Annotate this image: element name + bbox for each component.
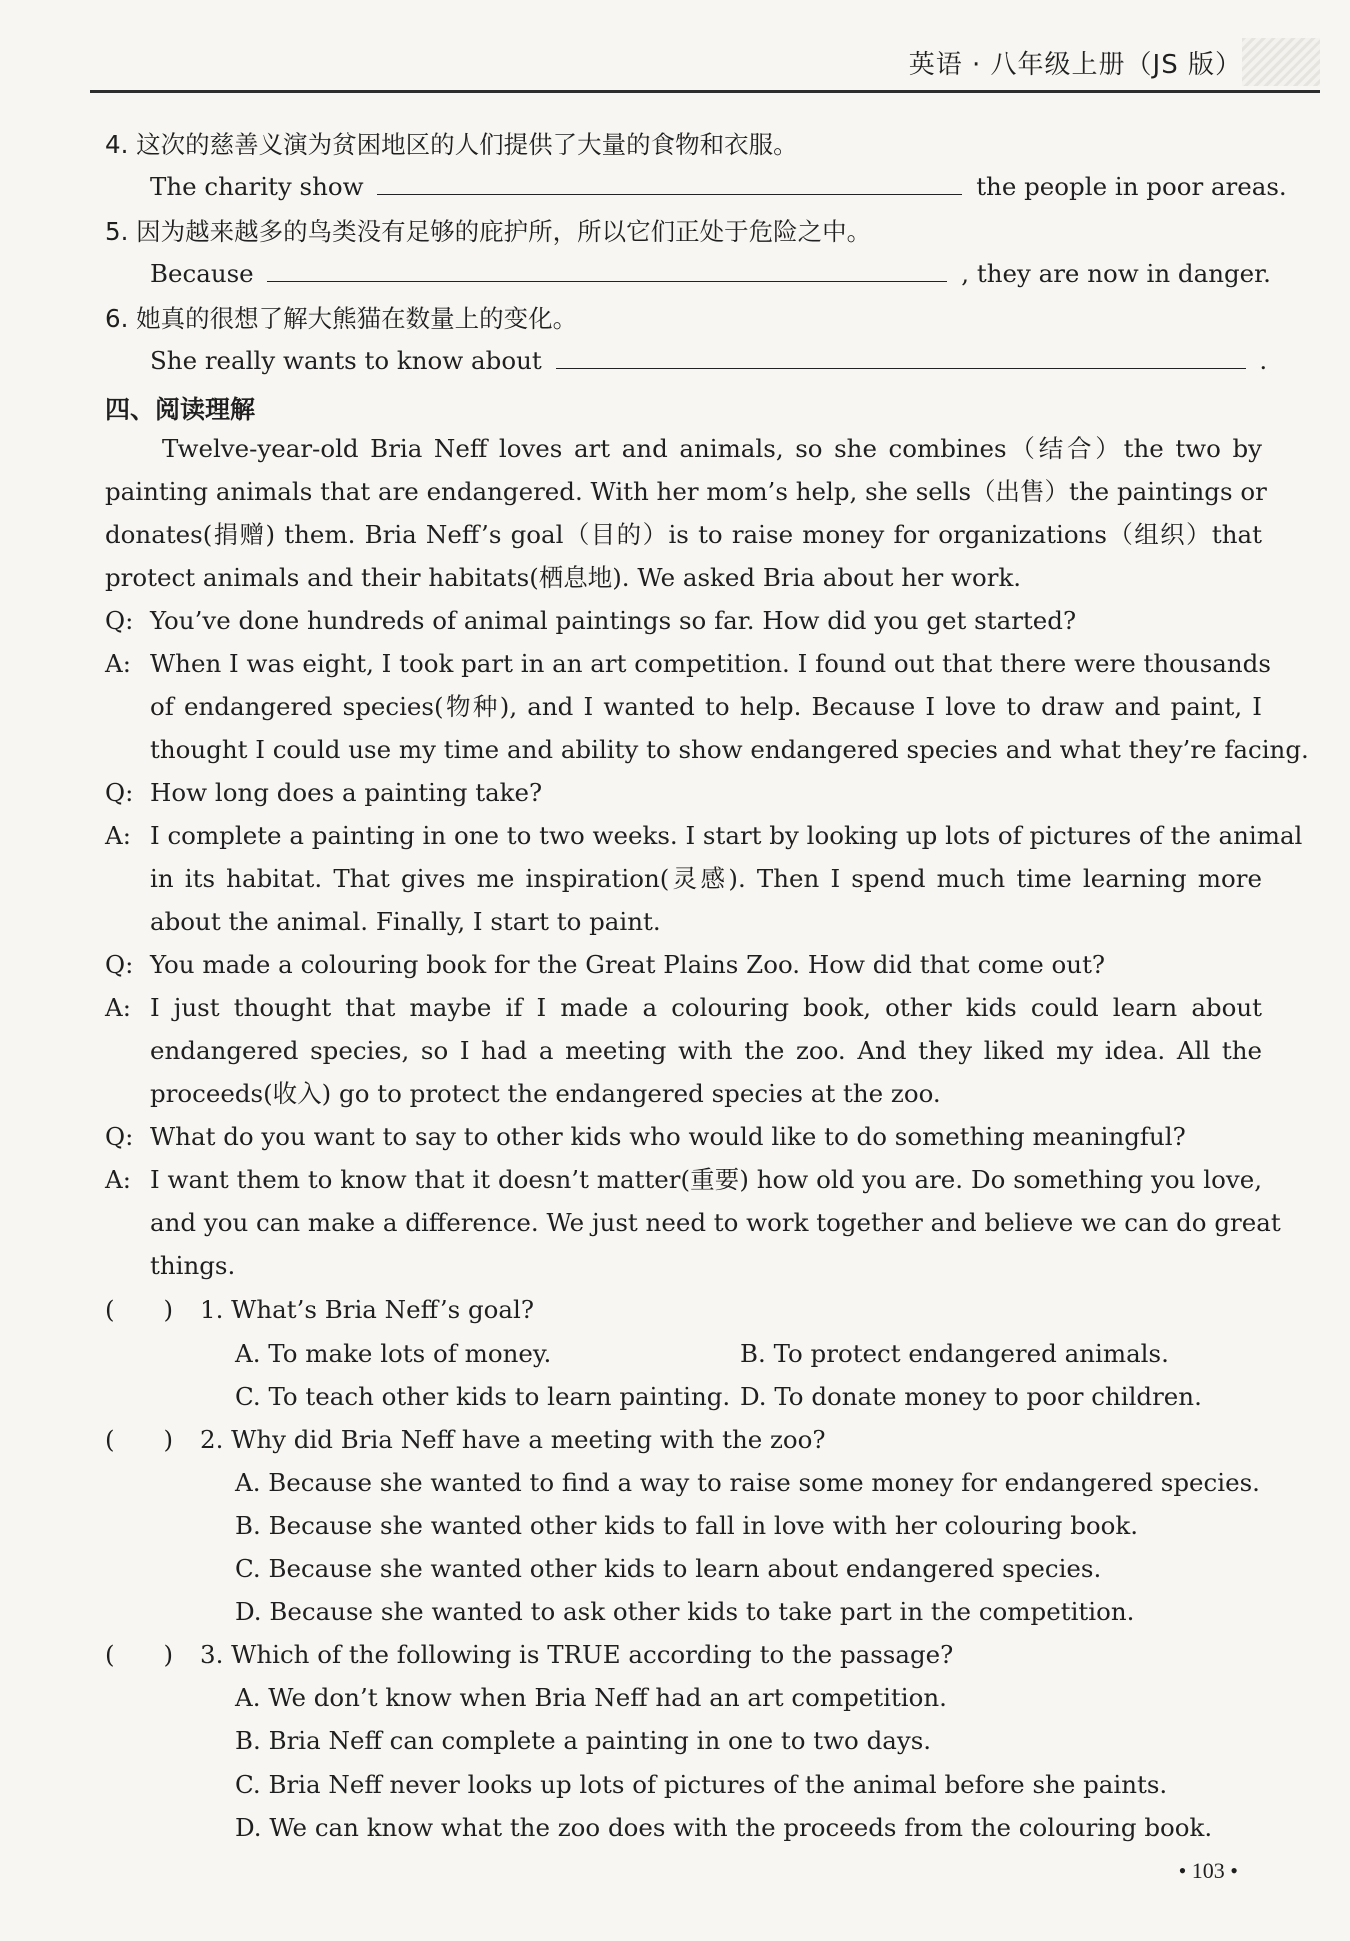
intro-line: Twelve-year-old Bria Neff loves art and animals, so she combines（结合）the two by (162, 434, 1262, 463)
intro-line: protect animals and their habitats(栖息地). We asked Bria about her work. (105, 563, 1022, 592)
item-6-lead: She really wants to know about (150, 346, 542, 375)
dialogue-label-a: A: (105, 1165, 131, 1194)
question-3: 3. Which of the following is TRUE according to the passage? (200, 1640, 954, 1669)
item-4-tail: the people in poor areas. (976, 172, 1287, 201)
item-5-answer-blank[interactable] (267, 259, 947, 282)
translation-item-5-en (150, 257, 1271, 291)
question-3-option-a[interactable]: A. We don’t know when Bria Neff had an art competition. (235, 1683, 947, 1712)
item-6-tail: . (1259, 346, 1268, 375)
question-2-option-a[interactable]: A. Because she wanted to find a way to raise some money for endangered species. (235, 1468, 1260, 1497)
dialogue-line: endangered species, so I had a meeting with the zoo. And they liked my idea. All the (150, 1036, 1262, 1065)
item-6-answer-blank[interactable] (556, 346, 1246, 369)
dialogue-line: in its habitat. That gives me inspiration(灵感). Then I spend much time learning more (150, 864, 1262, 893)
dialogue-line: When I was eight, I took part in an art competition. I found out that there were thousands (150, 649, 1271, 678)
dialogue-line: You’ve done hundreds of animal paintings so far. How did you get started? (150, 606, 1077, 635)
question-1: 1. What’s Bria Neff’s goal? (200, 1295, 534, 1324)
question-1-option-d[interactable]: D. To donate money to poor children. (740, 1382, 1202, 1411)
dialogue-label-a: A: (105, 649, 131, 678)
question-1-option-b[interactable]: B. To protect endangered animals. (740, 1339, 1169, 1368)
dialogue-label-a: A: (105, 821, 131, 850)
dialogue-label-q: Q: (105, 778, 134, 807)
translation-item-4-cn: 4. 这次的慈善义演为贫困地区的人们提供了大量的食物和衣服。 (105, 130, 798, 159)
answer-paren-1[interactable]: ( ) (105, 1295, 174, 1324)
question-1-option-a[interactable]: A. To make lots of money. (235, 1339, 552, 1368)
dialogue-line: What do you want to say to other kids who would like to do something meaningful? (150, 1122, 1186, 1151)
question-1-option-c[interactable]: C. To teach other kids to learn painting. (235, 1382, 731, 1411)
intro-line: donates(捐赠) them. Bria Neff’s goal（目的）is to raise money for organizations（组织）that (105, 520, 1262, 549)
item-5-lead: Because (150, 259, 254, 288)
dialogue-line: I complete a painting in one to two weeks. I start by looking up lots of pictures of the animal (150, 821, 1303, 850)
dialogue-line: You made a colouring book for the Great Plains Zoo. How did that come out? (150, 950, 1106, 979)
answer-paren-2[interactable]: ( ) (105, 1425, 174, 1454)
page-header (90, 38, 1320, 93)
dialogue-line: How long does a painting take? (150, 778, 543, 807)
question-2-option-c[interactable]: C. Because she wanted other kids to learn about endangered species. (235, 1554, 1102, 1583)
item-5-tail: , they are now in danger. (961, 259, 1271, 288)
item-4-lead: The charity show (150, 172, 364, 201)
translation-item-4-en (150, 170, 1287, 204)
dialogue-label-q: Q: (105, 606, 134, 635)
header-decoration (1242, 38, 1320, 86)
translation-item-6-cn: 6. 她真的很想了解大熊猫在数量上的变化。 (105, 304, 578, 333)
question-2-option-b[interactable]: B. Because she wanted other kids to fall in love with her colouring book. (235, 1511, 1139, 1540)
question-3-option-d[interactable]: D. We can know what the zoo does with the proceeds from the colouring book. (235, 1813, 1213, 1842)
dialogue-line: I want them to know that it doesn’t matter(重要) how old you are. Do something you love, (150, 1165, 1262, 1194)
page-number: • 103 • (1178, 1858, 1238, 1883)
dialogue-label-a: A: (105, 993, 131, 1022)
translation-item-6-en (150, 344, 1268, 378)
intro-line: painting animals that are endangered. With her mom’s help, she sells（出售）the paintings or (105, 477, 1267, 506)
translation-item-5-cn: 5. 因为越来越多的鸟类没有足够的庇护所，所以它们正处于危险之中。 (105, 217, 872, 246)
item-4-answer-blank[interactable] (377, 172, 962, 195)
question-3-option-b[interactable]: B. Bria Neff can complete a painting in one to two days. (235, 1726, 932, 1755)
dialogue-label-q: Q: (105, 1122, 134, 1151)
question-2: 2. Why did Bria Neff have a meeting with the zoo? (200, 1425, 826, 1454)
header-title: 英语 · 八年级上册（JS 版） (908, 50, 1242, 80)
dialogue-line: things. (150, 1251, 236, 1280)
answer-paren-3[interactable]: ( ) (105, 1640, 174, 1669)
dialogue-line: proceeds(收入) go to protect the endangered species at the zoo. (150, 1079, 941, 1108)
dialogue-line: about the animal. Finally, I start to paint. (150, 907, 661, 936)
section-title-reading: 四、阅读理解 (105, 395, 256, 424)
dialogue-line: thought I could use my time and ability to show endangered species and what they’re facing. (150, 735, 1309, 764)
dialogue-line: and you can make a difference. We just need to work together and believe we can do great (150, 1208, 1281, 1237)
dialogue-line: I just thought that maybe if I made a colouring book, other kids could learn about (150, 993, 1262, 1022)
dialogue-line: of endangered species(物种), and I wanted to help. Because I love to draw and paint, I (150, 692, 1262, 721)
question-3-option-c[interactable]: C. Bria Neff never looks up lots of pictures of the animal before she paints. (235, 1770, 1168, 1799)
dialogue-label-q: Q: (105, 950, 134, 979)
question-2-option-d[interactable]: D. Because she wanted to ask other kids to take part in the competition. (235, 1597, 1135, 1626)
